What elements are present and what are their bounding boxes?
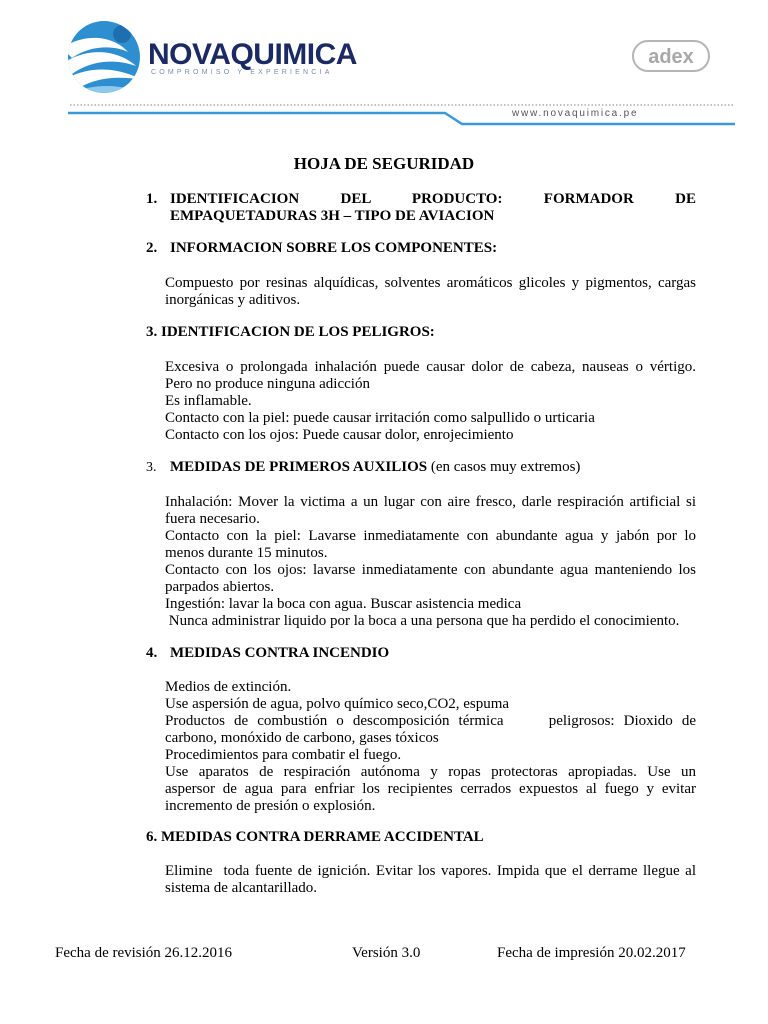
section-2-number: 2. bbox=[146, 240, 158, 256]
section-5-number: 4. bbox=[146, 645, 158, 661]
brand-name: NOVAQUIMICA bbox=[148, 38, 357, 71]
adex-logo: adex bbox=[632, 40, 710, 72]
footer-version: Versión 3.0 bbox=[352, 945, 421, 961]
body-line: fuera necesario. bbox=[165, 511, 260, 527]
body-line: Es inflamable. bbox=[165, 393, 252, 409]
brand-tagline: COMPROMISO Y EXPERIENCIA bbox=[151, 69, 333, 76]
body-line: parpados abiertos. bbox=[165, 579, 275, 595]
section-4-body bbox=[165, 494, 696, 630]
body-line: Elimine toda fuente de ignición. Evitar los vapores. Impida que el derrame llegue al bbox=[165, 863, 696, 879]
body-line: Use aspersión de agua, polvo químico seco,CO2, espuma bbox=[165, 696, 510, 712]
body-line: Pero no produce ninguna adicción bbox=[165, 376, 370, 392]
section-5-body bbox=[165, 679, 696, 815]
body-line: sistema de alcantarillado. bbox=[165, 880, 318, 896]
body-line: Productos de combustión o descomposición térmica peligrosos: Dioxido de bbox=[165, 713, 696, 729]
body-line: Contacto con la piel: Lavarse inmediatamente con abundante agua y jabón por lo bbox=[165, 528, 696, 544]
section-6-body bbox=[165, 863, 696, 897]
section-2-body bbox=[165, 275, 696, 309]
body-line: inorgánicas y aditivos. bbox=[165, 292, 301, 308]
body-line: Compuesto por resinas alquídicas, solventes aromáticos glicoles y pigmentos, cargas bbox=[165, 275, 696, 291]
website-url: www.novaquimica.pe bbox=[512, 108, 639, 119]
page-title: HOJA DE SEGURIDAD bbox=[293, 154, 475, 173]
body-line: incremento de presión o explosión. bbox=[165, 798, 376, 814]
section-3-heading: 3. IDENTIFICACION DE LOS PELIGROS: bbox=[146, 324, 435, 340]
body-line: aspersor de agua para enfriar los recipientes cerrados expuestos al fuego y evitar bbox=[165, 781, 696, 797]
section-1-heading bbox=[170, 191, 696, 225]
body-line: Contacto con los ojos: Puede causar dolor, enrojecimiento bbox=[165, 427, 514, 443]
body-line: Excesiva o prolongada inhalación puede causar dolor de cabeza, nauseas o vértigo. bbox=[165, 359, 696, 375]
footer-revision-date: Fecha de revisión 26.12.2016 bbox=[55, 945, 233, 961]
body-line: Medios de extinción. bbox=[165, 679, 292, 695]
body-line: menos durante 15 minutos. bbox=[165, 545, 328, 561]
section-1-heading-line2: EMPAQUETADURAS 3H – TIPO DE AVIACION bbox=[170, 208, 495, 224]
body-line: Ingestión: lavar la boca con agua. Buscar asistencia medica bbox=[165, 596, 522, 612]
body-line: Use aparatos de respiración autónoma y ropas protectoras apropiadas. Use un bbox=[165, 764, 696, 780]
section-4-number: 3. bbox=[146, 460, 157, 475]
footer-print-date: Fecha de impresión 20.02.2017 bbox=[497, 945, 686, 961]
section-4-heading bbox=[170, 459, 580, 476]
body-line: Contacto con la piel: puede causar irritación como salpullido o urticaria bbox=[165, 410, 595, 426]
section-6-heading: 6. MEDIDAS CONTRA DERRAME ACCIDENTAL bbox=[146, 829, 484, 845]
section-3-body bbox=[165, 359, 696, 444]
body-line: Procedimientos para combatir el fuego. bbox=[165, 747, 402, 763]
section-5-heading: MEDIDAS CONTRA INCENDIO bbox=[170, 645, 390, 661]
section-4-heading-text: MEDIDAS DE PRIMEROS AUXILIOS bbox=[170, 459, 428, 475]
body-line: Inhalación: Mover la victima a un lugar con aire fresco, darle respiración artificial si bbox=[165, 494, 696, 510]
body-line: Contacto con los ojos: lavarse inmediatamente con abundante agua manteniendo los bbox=[165, 562, 696, 578]
body-line: Nunca administrar liquido por la boca a una persona que ha perdido el conocimiento. bbox=[165, 613, 680, 629]
body-line: carbono, monóxido de carbono, gases tóxicos bbox=[165, 730, 439, 746]
section-1-number: 1. bbox=[146, 191, 158, 207]
section-2-heading: INFORMACION SOBRE LOS COMPONENTES: bbox=[170, 240, 498, 256]
section-1-heading-line1: IDENTIFICACION DEL PRODUCTO: FORMADOR DE bbox=[170, 191, 696, 207]
novaquimica-logo-icon bbox=[66, 18, 142, 96]
section-4-heading-note: (en casos muy extremos) bbox=[430, 459, 581, 475]
